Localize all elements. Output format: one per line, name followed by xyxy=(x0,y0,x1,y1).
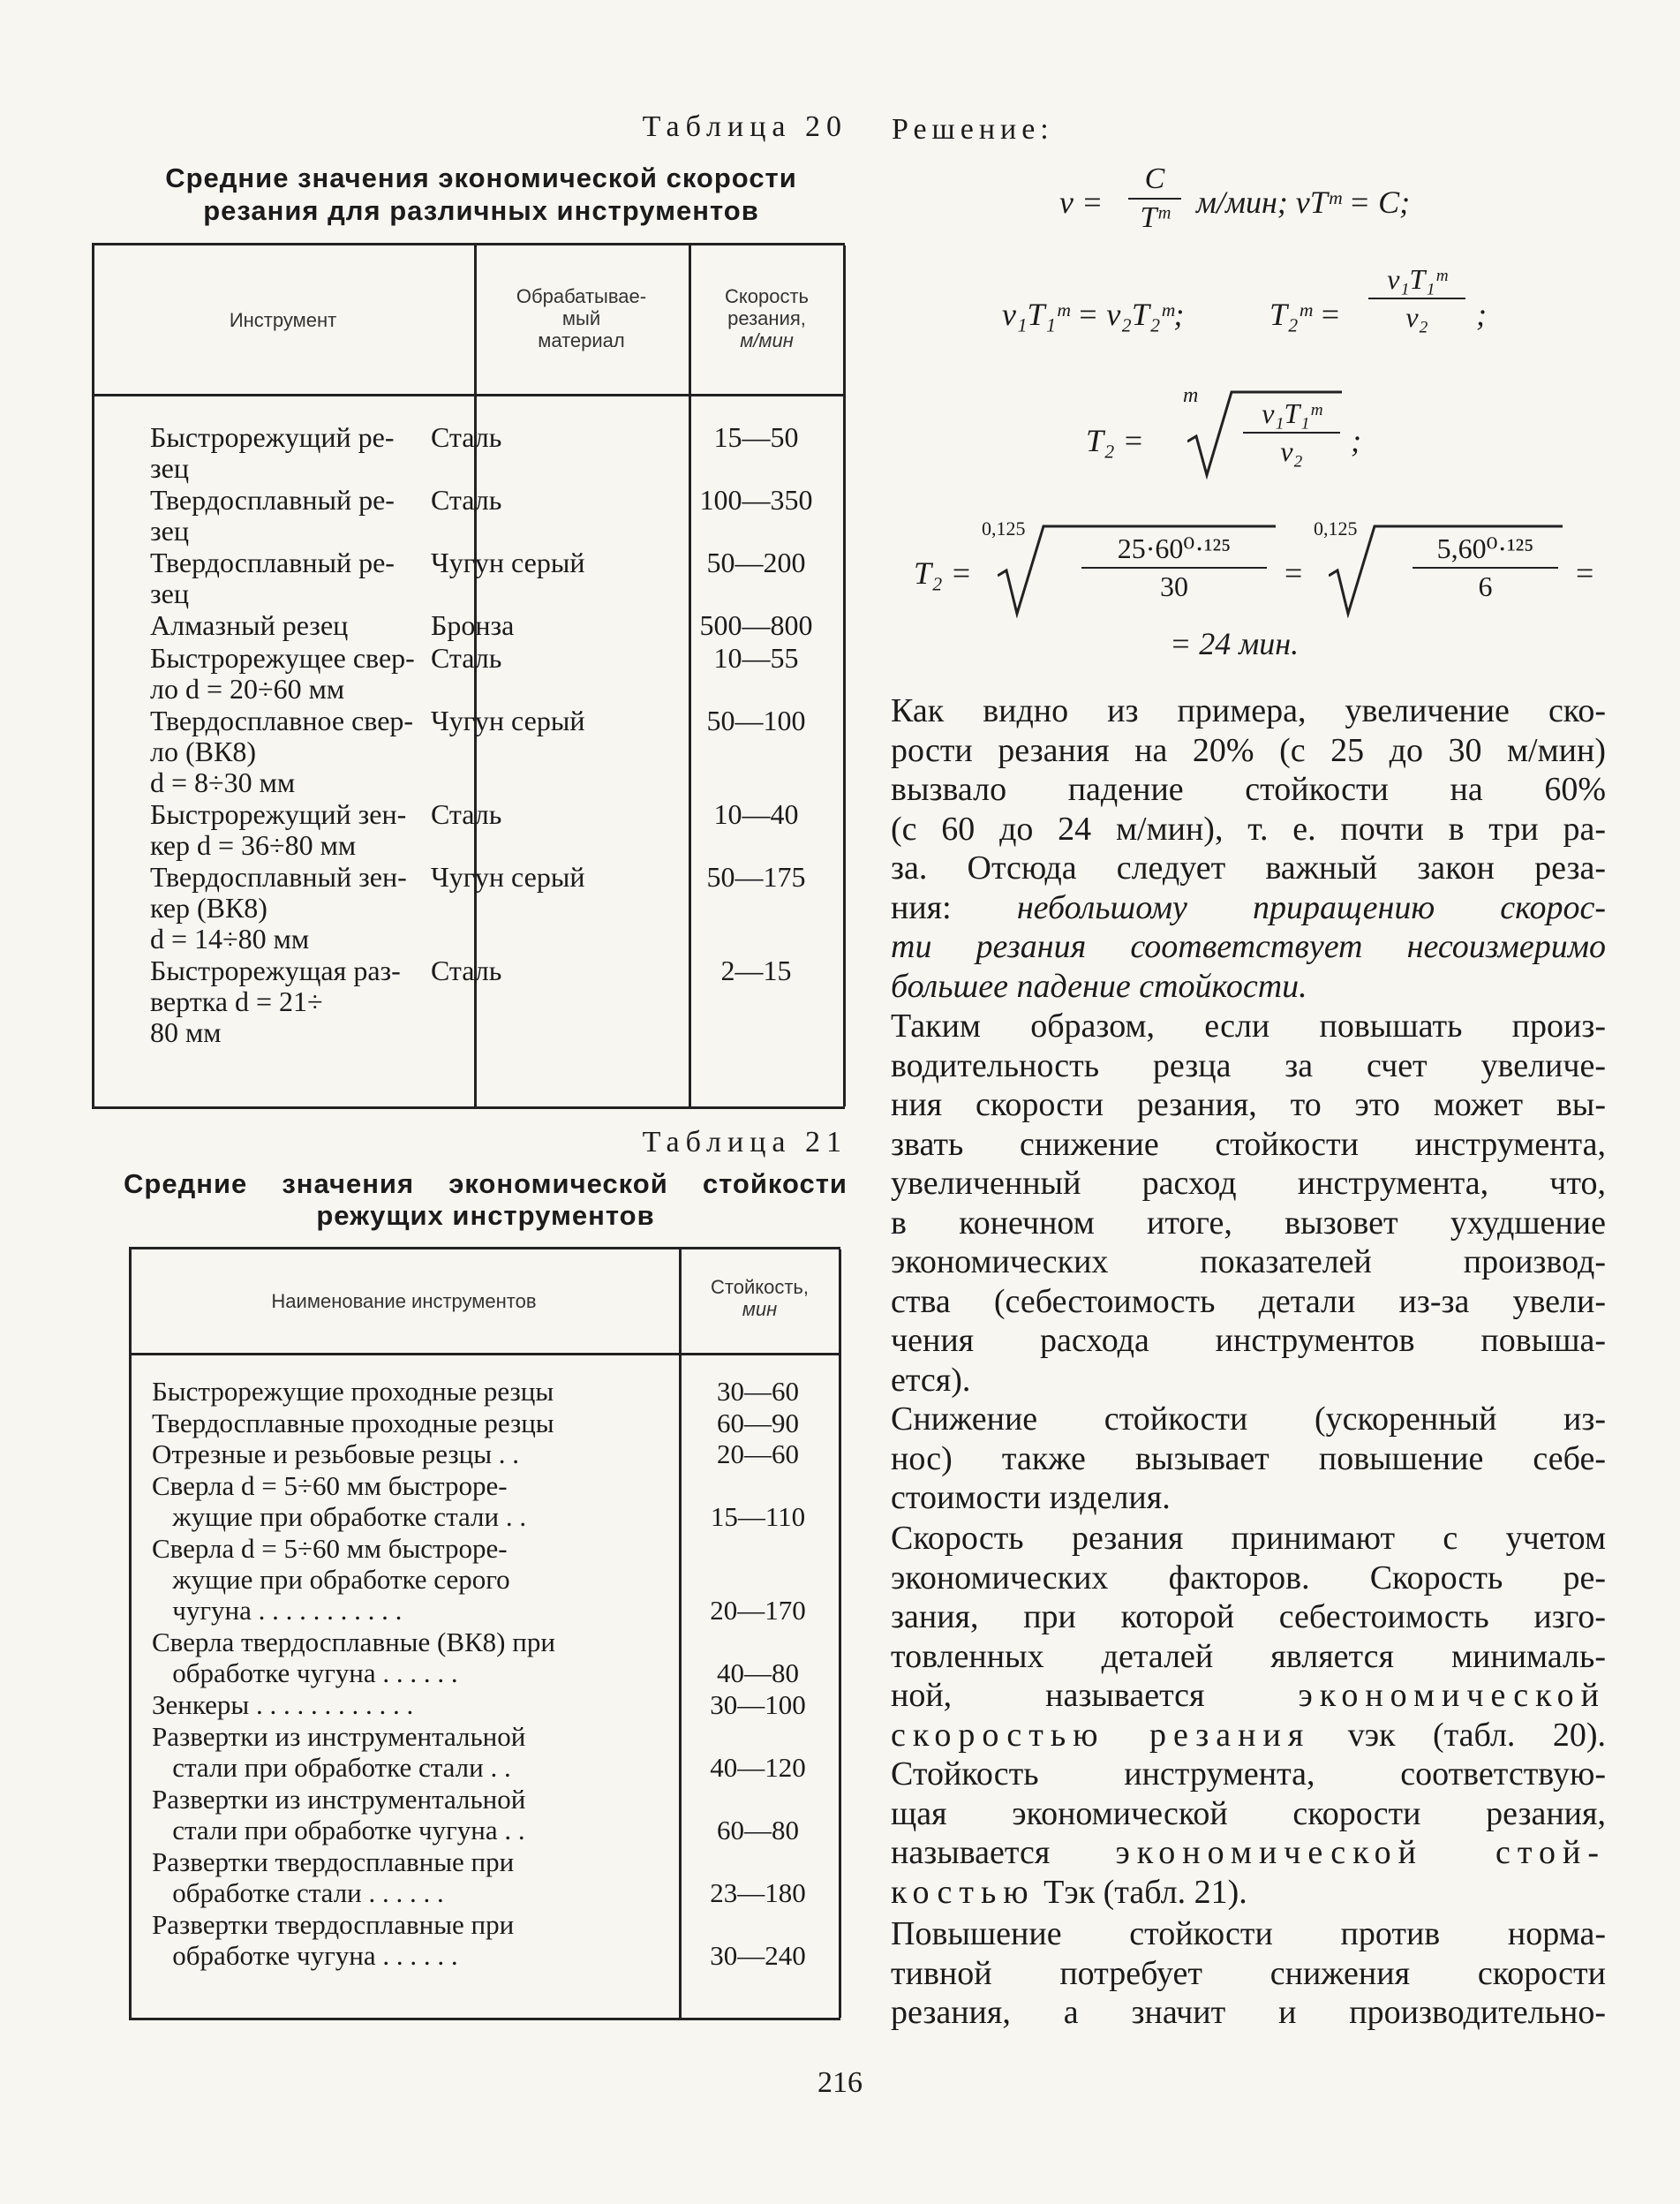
material-cell: Чугун серый xyxy=(431,705,585,736)
material-cell: Сталь xyxy=(431,642,502,674)
material-cell: Сталь xyxy=(431,484,502,516)
tool-name-cell: Быстрорежущий ре- зец xyxy=(150,421,395,484)
material-cell: Чугун серый xyxy=(431,861,585,893)
table21-title-line2: режущих инструментов xyxy=(316,1200,655,1231)
text-line: в конечном итоге, вызовет ухудшение xyxy=(891,1204,1606,1242)
table21-title-line1: Средние значения экономической стойкости xyxy=(124,1168,848,1199)
table20-header-material: Обрабатывае- мый материал xyxy=(516,285,647,351)
formula-5: = 24 мин. xyxy=(1170,626,1300,661)
tool-name-cell: Развертки твердосплавные при обработке стали . . . . . . xyxy=(152,1845,515,1908)
text-line: зания, при которой себестоимость изго- xyxy=(891,1598,1606,1635)
tool-name-cell: Твердосплавный ре- зец xyxy=(150,484,395,547)
tool-life-cell: 20—60 xyxy=(717,1438,799,1469)
table20 xyxy=(92,243,845,1109)
tool-name-cell: Развертки твердосплавные при обработке чугуна . . . . . . xyxy=(152,1908,515,1971)
table21-caption: Таблица 21 xyxy=(642,1126,848,1159)
solution-label: Решение: xyxy=(892,113,1054,146)
text-line: тивной потребует снижения скорости xyxy=(891,1954,1606,1992)
material-cell: Сталь xyxy=(431,798,502,830)
text-line: ния скорости резания, то это может вы- xyxy=(891,1086,1606,1123)
paragraph-5 xyxy=(891,1914,1606,2033)
tool-life-cell: 30—60 xyxy=(717,1376,799,1407)
tool-name-cell: Быстрорежущий зен- кер d = 36÷80 мм xyxy=(150,798,407,861)
page-number: 216 xyxy=(817,2066,863,2099)
speed-cell: 15—50 xyxy=(713,421,799,453)
speed-cell: 50—175 xyxy=(706,861,806,893)
text-line: (с 60 до 24 м/мин), т. е. почти в три ра- xyxy=(891,810,1606,848)
table21-header-life: Стойкость, мин xyxy=(711,1276,809,1320)
tool-life-cell: 60—90 xyxy=(717,1407,799,1438)
text-line: ства (себестоимость детали из-за увели- xyxy=(891,1282,1606,1320)
paragraph-3 xyxy=(891,1400,1606,1518)
tool-name-cell: Быстрорежущее свер- ло d = 20÷60 мм xyxy=(150,642,415,705)
text-line: чения расхода инструментов повыша- xyxy=(891,1322,1606,1359)
text-line: нос) также вызывает повышение себе- xyxy=(891,1439,1606,1477)
paragraph-2 xyxy=(891,1007,1606,1400)
text-line: товленных деталей является минималь- xyxy=(891,1637,1606,1675)
tool-life-cell: 30—100 xyxy=(710,1689,806,1720)
material-cell: Чугун серый xyxy=(431,547,585,578)
tool-name-cell: Сверла d = 5÷60 мм быстроре- жущие при обработке стали . . xyxy=(152,1469,527,1532)
tool-name-cell: Отрезные и резьбовые резцы . . xyxy=(152,1438,520,1469)
tool-name-cell: Твердосплавное свер- ло (ВК8) d = 8÷30 мм xyxy=(150,705,414,798)
tool-life-cell: 15—110 xyxy=(710,1500,806,1532)
text-line: Скорость резания принимают с учетом xyxy=(891,1520,1606,1557)
speed-cell: 50—200 xyxy=(706,547,806,578)
tool-name-cell: Твердосплавный ре- зец xyxy=(150,547,395,609)
tool-name-cell: Сверла d = 5÷60 мм быстроре- жущие при обработке серого чугуна . . . . . . . . . . . xyxy=(152,1532,510,1626)
tool-life-cell: 30—240 xyxy=(710,1939,806,1971)
table20-caption: Таблица 20 xyxy=(642,110,848,143)
material-cell: Сталь xyxy=(431,421,502,453)
text-line: Как видно из примера, увеличение ско- xyxy=(891,692,1606,729)
speed-cell: 10—40 xyxy=(713,798,799,830)
tool-name-cell: Развертки из инструментальной стали при обработке чугуна . . xyxy=(152,1783,526,1845)
text-line: экономических факторов. Скорость ре- xyxy=(891,1559,1606,1596)
tool-name-cell: Сверла твердосплавные (ВК8) при обработке чугуна . . . . . . xyxy=(152,1627,555,1688)
tool-name-cell: Развертки из инструментальной стали при обработке стали . . xyxy=(152,1720,526,1783)
speed-cell: 2—15 xyxy=(720,955,792,986)
material-cell: Бронза xyxy=(431,609,515,641)
table20-header-speed: Скорость резания, м/мин xyxy=(724,285,809,351)
text-line: вызвало падение стойкости на 60% xyxy=(891,771,1606,808)
speed-cell: 500—800 xyxy=(699,609,813,641)
material-cell: Сталь xyxy=(431,955,502,986)
tool-name-cell: Алмазный резец xyxy=(150,609,349,641)
tool-name-cell: Твердосплавный зен- кер (ВК8) d = 14÷80 мм xyxy=(150,861,407,955)
paragraph-1: Как видно из примера, увеличение ско- рости резания на 20% (с 25 до 30 м/мин) вызвало падение стойкости на 60% (с 60 до 24 м/мин), т. е. почти в три ра- за. Отсюда следует важный закон реза- ния: небольшому приращению скорос- ти резания соответствует несоизмеримо большее падение стойкости. xyxy=(891,692,1606,1005)
text-line: рости резания на 20% (с 25 до 30 м/мин) xyxy=(891,731,1606,769)
text-line: увеличенный расход инструмента, что, xyxy=(891,1165,1606,1202)
paragraph-4: Скорость резания принимают с учетом экономических факторов. Скорость ре- зания, при которой себестоимость изго- товленных деталей является минималь- ной, называется экономической скоростью резания vэк (табл. 20). Стойкость инструмента, соответствую- щая экономической скорости резания, называется экономической стой- костью Tэк (табл. 21). xyxy=(891,1520,1606,1911)
speed-cell: 50—100 xyxy=(706,705,806,736)
tool-life-cell: 23—180 xyxy=(710,1876,806,1908)
text-line: стоимости изделия. xyxy=(891,1479,1171,1516)
tool-life-cell: 40—120 xyxy=(710,1751,806,1783)
tool-life-cell: 60—80 xyxy=(717,1814,799,1845)
text-line: экономических показателей производ- xyxy=(891,1243,1606,1280)
text-line: Снижение стойкости (ускоренный из- xyxy=(891,1400,1606,1438)
text-line: звать снижение стойкости инструмента, xyxy=(891,1125,1606,1163)
tool-name-cell: Твердосплавные проходные резцы xyxy=(152,1407,554,1438)
speed-cell: 10—55 xyxy=(713,642,799,674)
table20-title-line2: резания для различных инструментов xyxy=(203,195,759,226)
table20-title-line1: Средние значения экономической скорости xyxy=(165,162,797,193)
tool-name-cell: Быстрорежущие проходные резцы xyxy=(152,1376,554,1407)
text-line: Таким образом, если повышать произ- xyxy=(891,1008,1606,1045)
text-line: Повышение стойкости против норма- xyxy=(891,1915,1606,1952)
speed-cell: 100—350 xyxy=(699,484,813,516)
tool-life-cell: 40—80 xyxy=(717,1657,799,1688)
text-line: водительность резца за счет увеличе- xyxy=(891,1046,1606,1084)
table21 xyxy=(129,1247,840,2020)
table20-header-instrument: Инструмент xyxy=(229,309,337,331)
text-line: за. Отсюда следует важный закон реза- xyxy=(891,849,1606,887)
text-line: резания, а значит и производительно- xyxy=(891,1994,1606,2031)
tool-name-cell: Зенкеры . . . . . . . . . . . . xyxy=(152,1689,414,1720)
text-line: ется). xyxy=(891,1361,971,1399)
table21-header-name: Наименование инструментов xyxy=(271,1290,537,1312)
tool-name-cell: Быстрорежущая раз- вертка d = 21÷ 80 мм xyxy=(150,955,401,1048)
tool-life-cell: 20—170 xyxy=(710,1594,806,1626)
